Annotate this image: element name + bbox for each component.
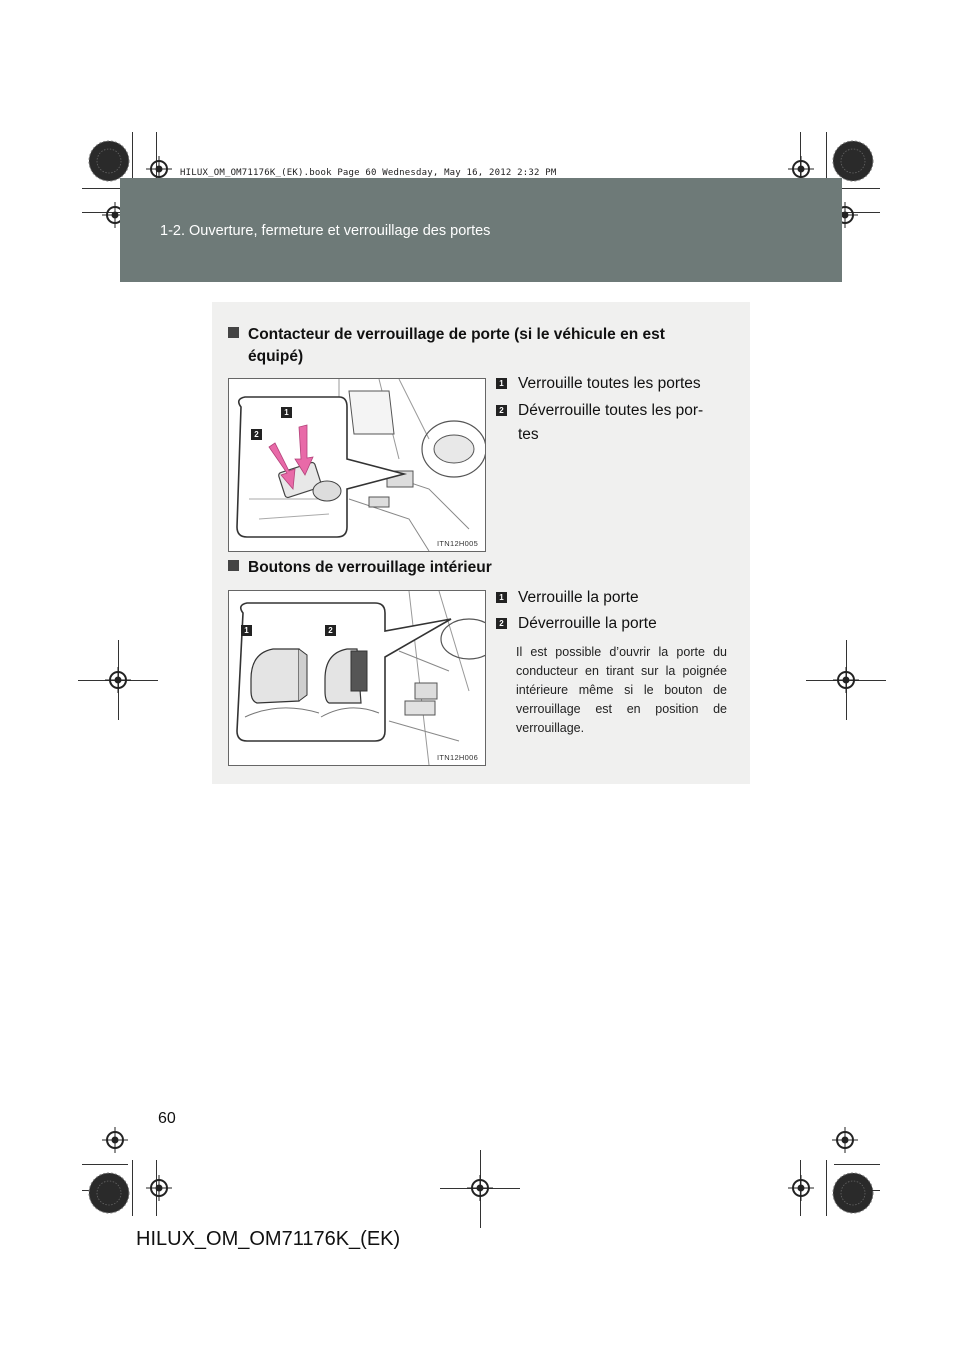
starburst-target-icon (88, 1172, 130, 1214)
figure-code: ITN12H005 (437, 539, 479, 548)
registration-mark-icon (832, 1127, 858, 1153)
door-lock-switch-illustration (229, 379, 485, 551)
figure-callout-1: 1 (281, 407, 292, 418)
section-title: 1-2. Ouverture, fermeture et verrouillage des portes (160, 223, 491, 239)
item-text: Déverrouille toutes les por- (518, 402, 704, 419)
section-heading-interior-lock-buttons: Boutons de verrouillage intérieur (228, 555, 492, 581)
item-number: 2 (496, 618, 507, 629)
starburst-target-icon (88, 140, 130, 182)
item-number: 2 (496, 405, 507, 416)
list-item (496, 585, 736, 610)
list-item (496, 371, 736, 396)
item-number: 1 (496, 592, 507, 603)
figure-callout-2: 2 (251, 429, 262, 440)
figure-callout-1: 1 (241, 625, 252, 636)
registration-mark-icon (146, 1175, 172, 1201)
item-text: Déverrouille la porte (518, 615, 657, 632)
registration-mark-icon (788, 1175, 814, 1201)
bullet-square-icon (228, 327, 239, 338)
section-heading-continuation: équipé) (248, 348, 304, 365)
bullet-square-icon (228, 560, 239, 571)
section-heading-door-lock-switch: Contacteur de verrouillage de porte (si le véhicule en est (228, 322, 728, 348)
page-number: 60 (158, 1110, 176, 1127)
starburst-target-icon (832, 1172, 874, 1214)
figure-interior-lock-buttons (228, 590, 486, 766)
registration-mark-icon (833, 667, 859, 693)
item-text: Verrouille la porte (518, 589, 639, 606)
book-file-stamp: HILUX_OM_OM71176K_(EK).book Page 60 Wednesday, May 16, 2012 2:32 PM (180, 168, 557, 178)
item-text-continuation: tes (518, 426, 539, 443)
list-item (496, 611, 736, 636)
registration-mark-icon (102, 1127, 128, 1153)
document-code: HILUX_OM_OM71176K_(EK) (136, 1228, 401, 1250)
item-number: 1 (496, 378, 507, 389)
figure-callout-2: 2 (325, 625, 336, 636)
registration-mark-icon (105, 667, 131, 693)
registration-mark-icon (467, 1175, 493, 1201)
interior-lock-button-illustration (229, 591, 485, 765)
note-paragraph: Il est possible d’ouvrir la porte du conducteur en tirant sur la poignée intérieure même si le bouton de verrouillage est en position de verrouillage. (516, 645, 727, 735)
figure-code: ITN12H006 (437, 753, 479, 762)
figure-door-lock-switch (228, 378, 486, 552)
starburst-target-icon (832, 140, 874, 182)
item-text: Verrouille toutes les portes (518, 375, 701, 392)
list-item (496, 398, 736, 448)
